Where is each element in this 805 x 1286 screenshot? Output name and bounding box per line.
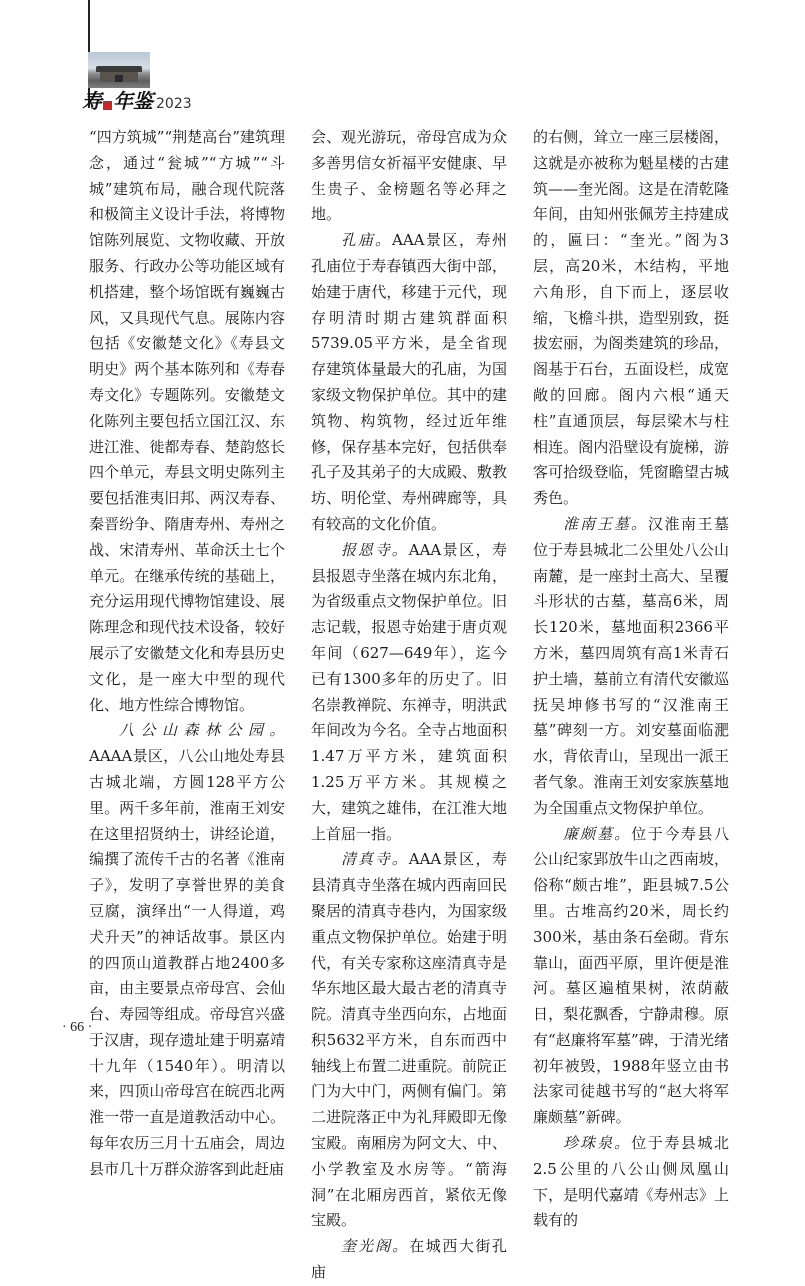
logo-char-nianjian: 年鉴 (113, 89, 153, 113)
paragraph-huainanwangmu (533, 512, 729, 822)
term-zhenzhuquan: 珍珠泉。 (563, 1134, 632, 1153)
term-kuiguangge: 奎光阁。 (341, 1237, 410, 1256)
logo-char-shou: 寿 (82, 89, 102, 113)
paragraph-dimugong-cont: 会、观光游玩，帝母宫成为众多善男信女祈福平安健康、早生贵子、金榜题名等必拜之地。 (311, 128, 507, 224)
seal-icon (103, 101, 112, 110)
text-kuiguangge: 在城西大街孔庙 (311, 1237, 507, 1282)
text-qingzhensi: AAA景区，寿县清真寺坐落在城内西南回民聚居的清真寺巷内，为国家级重点文物保护单位。始建于明代，有关专家称这座清真寺是华东地区最大最古老的清真寺院。清真寺坐西向东，占地面积5632平方米，自东而西中轴线上布置二进重院。前院正门为大中门，两侧有偏门。第二进院落正中为礼拜殿即无像宝殿。南厢房为阿文大、中、小学教室及水房等。“箭海洞”在北厢房西首，紧依无像宝殿。 (311, 850, 507, 1230)
term-baoensi: 报恩寺。 (341, 540, 409, 559)
paragraph-bagongshan (89, 718, 285, 1182)
term-kongmiao: 孔庙。 (341, 231, 392, 250)
yearbook-logo (82, 90, 192, 114)
text-huainanwangmu: 汉淮南王墓位于寿县城北二公里处八公山南麓，是一座封土高大、呈覆斗形状的古墓，墓高6米，周长120米，墓地面积2366平方米，墓四周筑有高1米青石护土墙，墓前立有清代安徽巡抚吴坤修书写的“汉淮南王墓”碑刻一方。刘安墓面临淝水，背依青山，呈现出一派王者气象。淮南王刘安家族墓地为全国重点文物保护单位。 (533, 514, 729, 817)
term-huainanwangmu: 淮南王墓。 (563, 514, 648, 533)
text-column-2 (311, 125, 507, 1282)
paragraph-lianpomu (533, 822, 729, 1132)
text-column-1 (89, 125, 285, 1178)
header-photo (88, 52, 150, 88)
text-kongmiao: AAA景区，寿州孔庙位于寿春镇西大街中部，始建于唐代，移建于元代，现存明清时期古建筑群面积5739.05平方米，是全省现存建筑体量最大的孔庙，为国家级文物保护单位。其中的建筑物、构筑物，经过近年维修，保存基本完好，包括供奉孔子及其弟子的大成殿、敷教坊、明伦堂、寿州碑廊等，具有较高的文化价值。 (311, 231, 507, 533)
paragraph-kongmiao (311, 228, 507, 538)
term-bagongshan: 八公山森林公园。 (119, 721, 285, 740)
text-lianpomu: 位于今寿县八公山纪家郢放牛山之西南坡，俗称“颇古堆”，距县城7.5公里。古堆高约20米，周长约300米，基由条石垒砌。背东靠山，面西平原，里许便是淮河。墓区遍植果树，浓荫蔽日，梨花飘香，宁静肃穆。原有“赵廉将军墓”碑，于清光绪初年被毁，1988年竖立由书法家司徒越书写的“赵大将军廉颇墓”新碑。 (533, 824, 729, 1127)
paragraph-qingzhensi (311, 847, 507, 1234)
term-qingzhensi: 清真寺。 (341, 850, 409, 869)
paragraph-kuiguangge-cont: 的右侧，耸立一座三层楼阁，这就是亦被称为魁星楼的古建筑——奎光阁。这是在清乾隆年间，由知州张佩芳主持建成的，匾曰：“奎光。”阁为3层，高20米，木结构，平地六角形，自下而上，逐层收缩，飞檐斗拱，造型别致，挺拔宏丽，为阁类建筑的珍品，阁基于石台，五面设栏，成宽敞的回廊。阁内六根“通天柱”直通顶层，每层梁木与柱相连。阁内沿壁设有旋梯，游客可拾级登临，凭窗瞻望古城秀色。 (533, 128, 729, 508)
text-zhenzhuquan: 位于寿县城北2.5公里的八公山侧凤凰山下，是明代嘉靖《寿州志》上载有的 (533, 1134, 729, 1230)
page-number: · 66 · (62, 1020, 93, 1035)
text-column-3 (533, 125, 729, 1230)
text-bagongshan: AAAA景区，八公山地处寿县古城北端，方圆128平方公里。两千多年前，淮南王刘安在这里招贤纳士，讲经论道，编撰了流传千古的名著《淮南子》，发明了享誉世界的美食豆腐，演绎出“一人得道，鸡犬升天”的神话故事。景区内的四顶山道教群占地2400多亩，由主要景点帝母宫、会仙台、寿园等组成。帝母宫兴盛于汉唐，现存遗址建于明嘉靖十九年（1540年）。明清以来，四顶山帝母宫在皖西北两淮一带一直是道教活动中心。每年农历三月十五庙会，周边县市几十万群众游客到此赶庙 (89, 747, 285, 1178)
term-lianpomu: 廉颇墓。 (563, 824, 632, 843)
paragraph-museum-cont: “四方筑城”“荆楚高台”建筑理念，通过“瓮城”“方城”“斗城”建筑布局，融合现代院落和极简主义设计手法，将博物馆陈列展览、文物收藏、开放服务、行政办公等功能区域有机搭建，整个场馆既有巍巍古风，又具现代气息。展陈内容包括《安徽楚文化》《寿县文明史》两个基本陈列和《寿春寿文化》专题陈列。安徽楚文化陈列主要包括立国江汉、东进江淮、徙都寿春、楚韵悠长四个单元，寿县文明史陈列主要包括淮夷旧邦、两汉寿春、秦晋纷争、隋唐寿州、寿州之战、宋清寿州、革命沃土七个单元。在继承传统的基础上，充分运用现代博物馆建设、展陈理念和现代技术设备，较好展示了安徽楚文化和寿县历史文化，是一座大中型的现代化、地方性综合博物馆。 (89, 128, 285, 714)
paragraph-baoensi (311, 538, 507, 848)
paragraph-kuiguangge (311, 1234, 507, 1286)
paragraph-zhenzhuquan (533, 1131, 729, 1234)
text-baoensi: AAA景区，寿县报恩寺坐落在城内东北角，为省级重点文物保护单位。旧志记载，报恩寺始建于唐贞观年间（627—649年），迄今已有1300多年的历史了。旧名崇教禅院、东禅寺，明洪武年间改为今名。全寺占地面积1.47万平方米，建筑面积1.25万平方米。其规模之大，建筑之雄伟，在江淮大地上首屈一指。 (311, 540, 507, 843)
logo-year: 2023 (156, 96, 192, 112)
